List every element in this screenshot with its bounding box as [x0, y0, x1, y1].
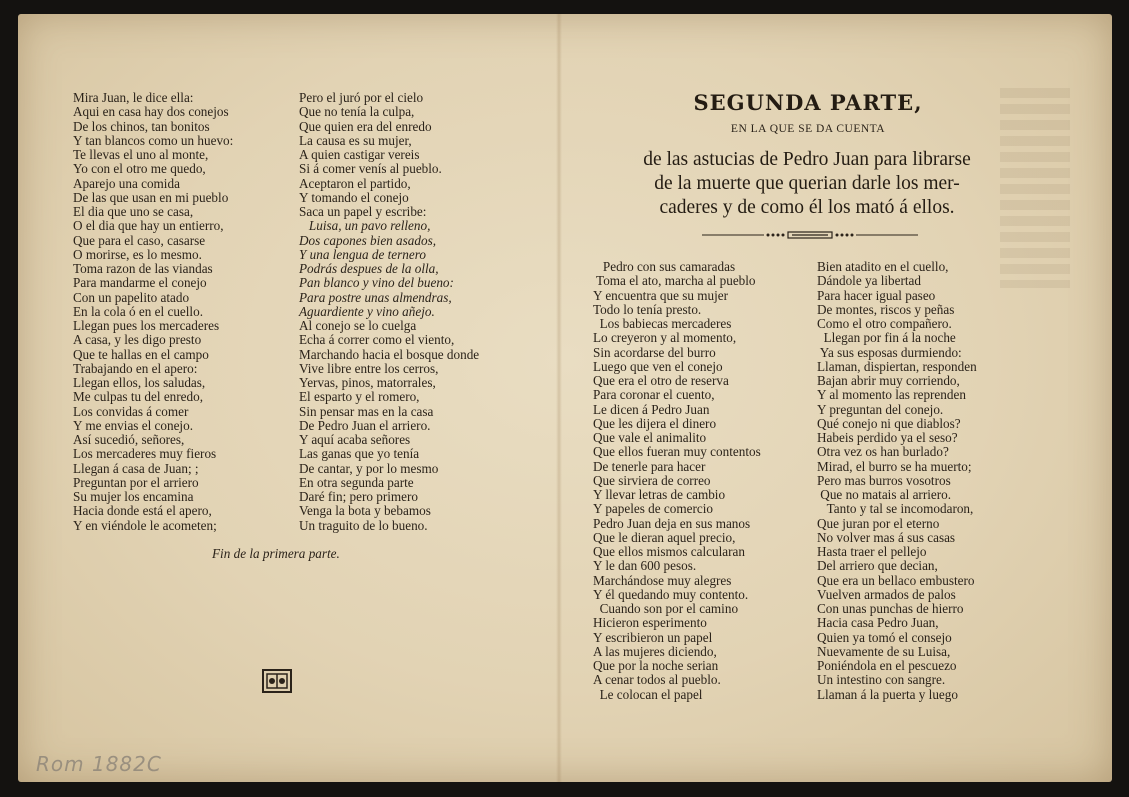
verse-line: A cenar todos al pueblo. — [593, 672, 721, 688]
verse-line: Cuando son por el camino — [593, 601, 739, 616]
verse-line: Los mercaderes muy fieros — [73, 446, 217, 462]
description-line: de las astucias de Pedro Juan para librarse — [643, 149, 971, 170]
verse-line: Marchando hacia el bosque donde — [299, 346, 480, 362]
verse-line: Y una lengua de ternero — [299, 246, 426, 262]
verse-line: Que era un bellaco embustero — [817, 572, 975, 588]
verse-line: Que le dieran aquel precio, — [593, 529, 736, 545]
verse-line: Para coronar el cuento, — [593, 387, 715, 403]
verse-line: Hacia casa Pedro Juan, — [817, 615, 939, 631]
verse-line: Yo con el otro me quedo, — [73, 161, 206, 177]
verse-line: De cantar, y por lo mesmo — [299, 460, 439, 476]
verse-line: Lo creyeron y al momento, — [593, 330, 737, 346]
verse-line: Mira Juan, le dice ella: — [73, 90, 194, 105]
verse-line: Que les dijera el dinero — [593, 415, 717, 431]
verse-line: Sin acordarse del burro — [593, 344, 716, 360]
description-line: caderes y de como él los mató á ellos. — [659, 197, 955, 218]
verse-line: Quien ya tomó el consejo — [817, 629, 952, 645]
verse-line: Un intestino con sangre. — [817, 672, 946, 688]
verse-line: Que te hallas en el campo — [73, 346, 209, 362]
pencil-shelfmark: Rom 1882C — [36, 752, 162, 776]
verse-line: Y él quedando muy contento. — [593, 586, 749, 602]
verse-line: Y tomando el conejo — [299, 189, 409, 205]
verse-line: Y al momento las reprenden — [817, 387, 966, 403]
verse-line: Dándole ya libertad — [817, 273, 921, 289]
verse-line: Para postre unas almendras, — [299, 289, 452, 305]
verse-line: Que quien era del enredo — [299, 118, 432, 134]
verse-line: Que vale el animalito — [593, 430, 707, 445]
verse-line: Toma el ato, marcha al pueblo — [593, 273, 756, 289]
verse-line: Llaman á la puerta y luego — [817, 686, 958, 702]
verse-line: Pedro Juan deja en sus manos — [593, 515, 751, 531]
verse-line: A quien castigar vereis — [299, 147, 420, 162]
verse-line: Mirad, el burro se ha muerto; — [817, 458, 972, 474]
verse-line: Su mujer los encamina — [73, 489, 194, 504]
verse-line: No volver mas á sus casas — [817, 529, 956, 545]
verse-line: Si á comer venís al pueblo. — [299, 161, 442, 177]
verse-line: Pan blanco y vino del bueno: — [299, 275, 454, 291]
ornament-icon — [262, 669, 292, 693]
verse-line: Me culpas tu del enredo, — [73, 389, 204, 405]
verse-line: Otra vez os han burlado? — [817, 444, 949, 460]
verse-line: Que no matais al arriero. — [817, 487, 952, 502]
verse-line: El dia que uno se casa, — [73, 204, 194, 219]
verse-line: Los babiecas mercaderes — [593, 316, 732, 331]
verse-line: Que era el otro de reserva — [593, 373, 729, 388]
verse-line: Que por la noche serian — [593, 658, 719, 673]
decorative-rule-icon — [702, 231, 918, 239]
verse-line: De montes, riscos y peñas — [817, 301, 955, 317]
right-page-column-2 — [817, 260, 977, 702]
verse-line: El esparto y el romero, — [299, 389, 420, 405]
section-subtitle: EN LA QUE SE DA CUENTA — [730, 123, 886, 135]
verse-line: Que ellos fueran muy contentos — [593, 444, 761, 460]
verse-line: A casa, y les digo presto — [73, 332, 202, 348]
verse-line: Toma razon de las viandas — [73, 261, 213, 276]
verse-line: Con un papelito atado — [73, 289, 190, 305]
verse-line: Hicieron esperimento — [593, 615, 707, 631]
verse-line: Pedro con sus camaradas — [593, 259, 736, 274]
verse-line: Ya sus esposas durmiendo: — [817, 344, 962, 360]
verse-line: Venga la bota y bebamos — [299, 503, 431, 519]
verse-line: Yervas, pinos, matorrales, — [299, 375, 436, 390]
verse-line: Bien atadito en el cuello, — [817, 259, 949, 274]
left-page-column-1 — [73, 91, 233, 533]
verse-line: Bajan abrir muy corriendo, — [817, 373, 960, 388]
verse-line: Aguardiente y vino añejo. — [299, 303, 435, 319]
verse-line: Habeis perdido ya el seso? — [817, 430, 958, 445]
verse-line: Tanto y tal se incomodaron, — [817, 501, 974, 517]
verse-line: Y papeles de comercio — [593, 501, 713, 517]
verse-line: Echa á correr como el viento, — [299, 332, 455, 348]
verse-line: Llegan ellos, los saludas, — [73, 375, 206, 390]
verse-line: Podrás despues de la olla, — [299, 261, 439, 276]
verse-line: Un traguito de lo bueno. — [299, 517, 428, 533]
verse-line: Luisa, un pavo relleno, — [299, 218, 431, 234]
verse-line: Dos capones bien asados, — [299, 232, 436, 248]
verse-line: Aceptaron el partido, — [299, 175, 411, 191]
verse-line: Que ellos mismos calcularan — [593, 544, 745, 559]
page-fold — [556, 14, 562, 782]
verse-line: En la cola ó en el cuello. — [73, 303, 203, 319]
verse-line: Todo lo tenía presto. — [593, 301, 702, 317]
verse-line: O el dia que hay un entierro, — [73, 218, 224, 234]
verse-line: Que no tenía la culpa, — [299, 104, 415, 120]
verse-line: Sin pensar mas en la casa — [299, 403, 434, 419]
verse-line: Al conejo se lo cuelga — [299, 318, 417, 333]
end-of-first-part: Fin de la primera parte. — [212, 546, 340, 561]
verse-line: Las ganas que yo tenía — [299, 446, 420, 462]
verse-line: Vive libre entre los cerros, — [299, 360, 439, 376]
verse-line: Y aquí acaba señores — [299, 432, 411, 447]
verse-line: Para mandarme el conejo — [73, 275, 207, 291]
left-page-column-2 — [299, 91, 479, 533]
verse-line: Del arriero que decian, — [817, 558, 938, 574]
verse-line: Para hacer igual paseo — [817, 287, 936, 303]
verse-line: Y le dan 600 pesos. — [593, 558, 697, 574]
verse-line: Hasta traer el pellejo — [817, 544, 927, 559]
verse-line: Le dicen á Pedro Juan — [593, 401, 710, 417]
verse-line: Vuelven armados de palos — [817, 586, 956, 602]
description-line: de la muerte que querian darle los mer- — [654, 173, 960, 194]
verse-line: Llegan pues los mercaderes — [73, 318, 220, 333]
verse-line: Llegan á casa de Juan; ; — [73, 460, 199, 476]
verse-line: Como el otro compañero. — [817, 316, 952, 331]
verse-line: Preguntan por el arriero — [73, 474, 199, 490]
verse-line: Saca un papel y escribe: — [299, 204, 427, 219]
verse-line: Los convidas á comer — [73, 403, 189, 419]
verse-line: Llegan por fin á la noche — [817, 330, 956, 346]
verse-line: Pero el juró por el cielo — [299, 90, 424, 105]
verse-line: Pero mas burros vosotros — [817, 472, 951, 488]
verse-line: Y me envias el conejo. — [73, 417, 193, 433]
verse-line: Poniéndola en el pescuezo — [817, 658, 957, 673]
verse-line: Luego que ven el conejo — [593, 358, 723, 374]
section-title: SEGUNDA PARTE, — [693, 90, 923, 115]
verse-line: En otra segunda parte — [299, 474, 414, 490]
verse-line: Daré fin; pero primero — [299, 489, 419, 504]
verse-line: Con unas punchas de hierro — [817, 601, 964, 616]
verse-line: Y preguntan del conejo. — [817, 401, 944, 417]
verse-line: Marchándose muy alegres — [593, 572, 732, 588]
verse-line: Que sirviera de correo — [593, 472, 711, 488]
verse-line: De Pedro Juan el arriero. — [299, 417, 431, 433]
verse-line: Hacia donde está el apero, — [73, 503, 212, 519]
verse-line: Que para el caso, casarse — [73, 232, 206, 248]
verse-line: De los chinos, tan bonitos — [73, 118, 210, 134]
verse-line: De las que usan en mi pueblo — [73, 189, 229, 205]
verse-line: Y encuentra que su mujer — [593, 287, 728, 303]
right-page-column-1 — [593, 260, 761, 702]
verse-line: Te llevas el uno al monte, — [73, 147, 209, 162]
verse-line: Qué conejo ni que diablos? — [817, 415, 961, 431]
verse-line: Aqui en casa hay dos conejos — [73, 104, 229, 120]
verse-line: Llaman, dispiertan, responden — [817, 358, 977, 374]
verse-line: La causa es su mujer, — [299, 132, 412, 148]
verse-line: De tenerle para hacer — [593, 458, 706, 474]
verse-line: Y en viéndole le acometen; — [73, 517, 217, 533]
verse-line: Le colocan el papel — [593, 686, 703, 702]
verse-line: Así sucedió, señores, — [73, 432, 185, 447]
verse-line: Que juran por el eterno — [817, 515, 940, 531]
verse-line: Aparejo una comida — [73, 175, 180, 191]
verse-line: O morirse, es lo mesmo. — [73, 246, 202, 262]
verse-line: Y llevar letras de cambio — [593, 487, 726, 502]
verse-line: Nuevamente de su Luisa, — [817, 643, 951, 659]
verse-line: Y tan blancos como un huevo: — [73, 132, 234, 148]
section-description — [600, 148, 1014, 220]
verse-line: Trabajando en el apero: — [73, 360, 198, 376]
verse-line: A las mujeres diciendo, — [593, 643, 717, 659]
verse-line: Y escribieron un papel — [593, 629, 713, 645]
